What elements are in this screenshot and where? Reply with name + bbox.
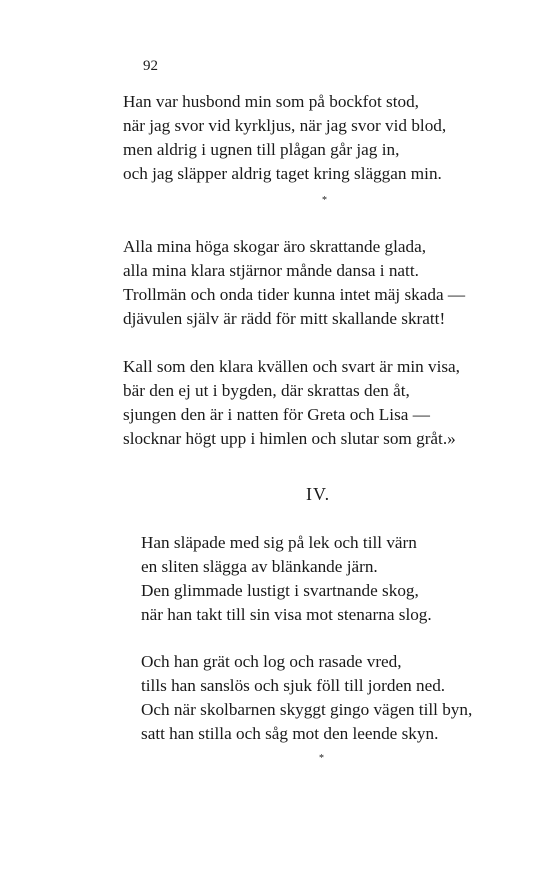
asterisk-ornament: *	[319, 753, 324, 764]
verse-line: Och när skolbarnen skyggt gingo vägen till byn,	[141, 700, 473, 719]
verse-line: alla mina klara stjärnor månde dansa i natt.	[123, 261, 419, 280]
verse-line: när jag svor vid kyrkljus, när jag svor vid blod,	[123, 116, 447, 135]
verse-line: Kall som den klara kvällen och svart är min visa,	[123, 357, 460, 376]
section-heading: IV.	[306, 484, 331, 504]
stanza	[123, 235, 465, 331]
verse-line: Trollmän och onda tider kunna intet mäj skada —	[123, 285, 466, 304]
verse-line: Han var husbond min som på bockfot stod,	[123, 92, 419, 111]
verse-line: Han släpade med sig på lek och till värn	[141, 533, 417, 552]
verse-line: slocknar högt upp i himlen och slutar som gråt.»	[123, 429, 456, 448]
verse-line: när han takt till sin visa mot stenarna slog.	[141, 605, 432, 624]
stanza	[123, 90, 446, 186]
asterisk-ornament: *	[322, 195, 327, 206]
verse-line: djävulen själv är rädd för mitt skallande skratt!	[123, 309, 446, 328]
stanza	[123, 355, 460, 451]
verse-line: och jag släpper aldrig taget kring släggan min.	[123, 164, 442, 183]
verse-line: sjungen den är i natten för Greta och Lisa —	[123, 405, 430, 424]
verse-line: Och han grät och log och rasade vred,	[141, 652, 402, 671]
stanza	[141, 650, 472, 746]
verse-line: Alla mina höga skogar äro skrattande glada,	[123, 237, 427, 256]
verse-line: men aldrig i ugnen till plågan går jag in,	[123, 140, 400, 159]
verse-line: en sliten slägga av blänkande järn.	[141, 557, 378, 576]
verse-line: bär den ej ut i bygden, där skrattas den åt,	[123, 381, 410, 400]
verse-line: Den glimmade lustigt i svartnande skog,	[141, 581, 419, 600]
verse-line: satt han stilla och såg mot den leende skyn.	[141, 724, 439, 743]
verse-line: tills han sanslös och sjuk föll till jorden ned.	[141, 676, 446, 695]
page-number: 92	[143, 58, 158, 74]
stanza	[141, 531, 432, 627]
